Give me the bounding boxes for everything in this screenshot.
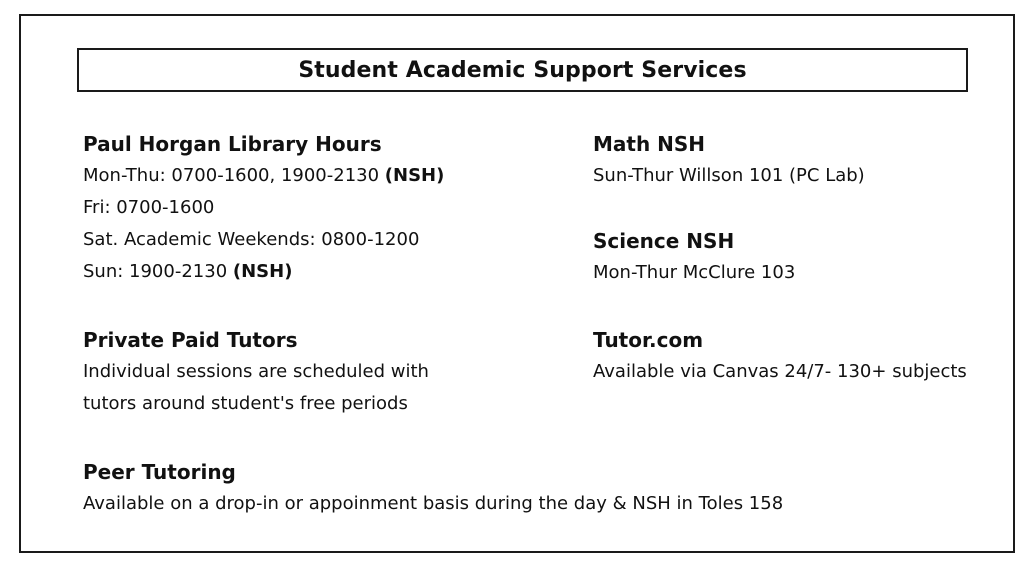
tutor-com-section [593, 324, 967, 388]
title-box [77, 48, 968, 92]
math-nsh-section [593, 128, 865, 192]
science-nsh-line-1: Mon-Thur McClure 103 [593, 262, 796, 283]
peer-tutoring-heading: Peer Tutoring [83, 460, 236, 484]
math-nsh-heading: Math NSH [593, 132, 706, 156]
science-nsh-section [593, 225, 795, 289]
library-hours-sat: Sat. Academic Weekends: 0800-1200 [83, 229, 420, 250]
tutor-com-heading: Tutor.com [593, 328, 704, 352]
nsh-label: (NSH) [232, 261, 293, 282]
library-hours-sun: Sun: 1900-2130 (NSH) [83, 261, 293, 282]
tutor-com-line-1: Available via Canvas 24/7- 130+ subjects [593, 361, 967, 382]
library-hours-fri: Fri: 0700-1600 [83, 197, 215, 218]
peer-tutoring-section [83, 456, 783, 520]
page-title: Student Academic Support Services [298, 57, 747, 83]
private-tutors-heading: Private Paid Tutors [83, 328, 298, 352]
library-hours-section [83, 128, 444, 288]
private-tutors-line-1: Individual sessions are scheduled with [83, 361, 429, 382]
private-tutors-line-2: tutors around student's free periods [83, 393, 408, 414]
nsh-label: (NSH) [384, 165, 445, 186]
private-tutors-section [83, 324, 429, 420]
library-hours-heading: Paul Horgan Library Hours [83, 132, 382, 156]
library-hours-mon-thu: Mon-Thu: 0700-1600, 1900-2130 (NSH) [83, 165, 445, 186]
peer-tutoring-line-1: Available on a drop-in or appoinment basis during the day & NSH in Toles 158 [83, 493, 784, 514]
science-nsh-heading: Science NSH [593, 229, 735, 253]
math-nsh-line-1: Sun-Thur Willson 101 (PC Lab) [593, 165, 865, 186]
